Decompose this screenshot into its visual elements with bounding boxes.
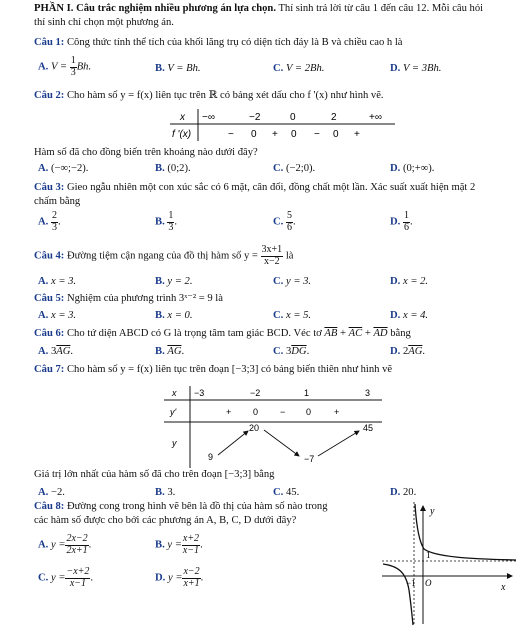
q2-option-d[interactable]: [390, 163, 434, 176]
question-1: [34, 37, 403, 50]
q5-option-d-letter: D.: [390, 310, 401, 321]
vector-ac: $\overline{AC}$: [348, 328, 363, 339]
q6-option-b[interactable]: B. $\overline{AG}$.: [155, 346, 185, 357]
frac-den: x+1: [183, 577, 200, 589]
frac-den: 3: [168, 221, 174, 233]
q1-option-b[interactable]: [155, 63, 201, 76]
question-4-tail: là: [283, 250, 294, 262]
question-2-ask: Hàm số đã cho đồng biến trên khoảng nào dưới đây?: [34, 147, 258, 158]
q7-option-d-letter: D.: [390, 487, 401, 498]
q6-option-a-letter: A.: [38, 346, 49, 357]
question-7-label: Câu 7:: [34, 364, 65, 375]
q2-option-b[interactable]: [155, 163, 191, 176]
q7-option-a[interactable]: [38, 487, 65, 500]
variation-x2: 1: [304, 388, 310, 398]
q7-option-d[interactable]: [390, 487, 416, 500]
question-2-label: Câu 2:: [34, 90, 65, 101]
q5-option-a-letter: A.: [38, 310, 49, 321]
section-instructions-cont: thí sinh chỉ chọn một phương án.: [34, 17, 174, 28]
q2-option-b-letter: B.: [155, 163, 165, 174]
zero-1: 0: [251, 129, 257, 140]
sign-4: +: [354, 129, 360, 140]
q4-option-a[interactable]: [38, 276, 76, 289]
q8-option-c-frac: [65, 567, 90, 589]
question-5-text: Nghiệm của phương trình 3ˣ⁻² = 9 là: [64, 293, 223, 304]
q5-option-a-text: x = 3.: [50, 310, 77, 321]
q7-option-c-letter: C.: [273, 487, 284, 498]
graph-one-label: 1: [426, 550, 431, 560]
q6-option-a-coef: 3: [50, 346, 57, 357]
question-4-label: Câu 4:: [34, 250, 65, 262]
question-4-frac: [261, 245, 284, 267]
q6-option-c[interactable]: C. $3\overline{DG}$.: [273, 346, 310, 357]
q3-option-d-letter: D.: [390, 216, 401, 228]
q5-option-b-text: x = 0.: [167, 310, 193, 321]
vector-ab: $\overline{AB}$: [324, 328, 338, 339]
q2-option-d-text: (0;+∞).: [402, 163, 435, 174]
frac-den: x−2: [264, 255, 280, 267]
q2-option-c-letter: C.: [273, 163, 284, 174]
sign-table-pos-inf: +∞: [369, 112, 382, 123]
q7-option-b-letter: B.: [155, 487, 165, 498]
q2-option-a-text: (−∞;−2).: [50, 163, 89, 174]
sign-table-x3: 2: [331, 112, 337, 123]
question-4: [34, 245, 293, 267]
q3-option-a-frac: [51, 211, 58, 233]
section-header: [34, 3, 514, 16]
q8-option-c-yeq: y =: [50, 572, 66, 584]
q2-option-c[interactable]: [273, 163, 315, 176]
variation-sign-3: +: [334, 407, 340, 417]
question-3: [34, 182, 518, 195]
q7-option-c-text: 45.: [285, 487, 300, 498]
q1-option-a[interactable]: [38, 56, 91, 78]
question-6-tail: bằng: [387, 328, 411, 339]
q8-option-d[interactable]: D. y = $\frac{x-2}{x+1}$ .: [155, 566, 204, 589]
q1-option-d[interactable]: [390, 63, 441, 76]
frac-num: 1: [403, 210, 409, 221]
graph-y-label: y: [430, 506, 435, 517]
q5-option-b[interactable]: [155, 310, 192, 323]
question-8-text: Đường cong trong hình vẽ bên là đồ thị của hàm số nào trong: [64, 501, 328, 512]
question-2-text: Cho hàm số y = f(x) liên tục trên ℝ có bảng xét dấu cho f '(x) như hình vẽ.: [64, 90, 384, 101]
q8-option-b-yeq: y =: [167, 539, 182, 551]
q8-option-d-letter: D.: [155, 572, 166, 584]
question-4-text: Đường tiệm cận ngang của đồ thị hàm số y =: [64, 250, 258, 262]
zero-2: 0: [291, 129, 297, 140]
q5-option-d[interactable]: [390, 310, 428, 323]
variation-y-label: y: [172, 438, 177, 448]
question-8: [34, 501, 374, 514]
q8-option-a-letter: A.: [38, 539, 49, 551]
question-6-label: Câu 6:: [34, 328, 65, 339]
q1-option-c[interactable]: [273, 63, 324, 76]
q1-option-a-frac: [70, 56, 77, 78]
q6-option-a-vector: $\overline{AG}$: [56, 346, 71, 357]
q2-option-d-letter: D.: [390, 163, 401, 174]
sign-table-x1: −2: [249, 112, 261, 123]
q5-option-b-letter: B.: [155, 310, 165, 321]
q4-option-c[interactable]: [273, 276, 311, 289]
q7-option-b[interactable]: [155, 487, 175, 500]
q7-option-d-text: 20.: [402, 487, 417, 498]
q6-option-d-letter: D.: [390, 346, 401, 357]
q7-option-c[interactable]: [273, 487, 299, 500]
q4-option-c-text: y = 3.: [285, 276, 312, 287]
variation-table: [160, 384, 385, 470]
q3-option-b[interactable]: B. $\frac{1}{3}$ .: [155, 210, 178, 233]
frac-num: x−2: [183, 566, 200, 577]
variation-x0: −3: [194, 388, 205, 398]
variation-x-label: x: [172, 388, 177, 398]
q3-option-a[interactable]: A. $\frac{2}{3}$ .: [38, 210, 61, 233]
q1-option-c-text: V = 2Bh.: [285, 63, 325, 74]
variation-arrow-up-1: [218, 431, 248, 455]
sign-table-row-label: f '(x): [172, 129, 192, 140]
q1-option-b-letter: B.: [155, 63, 165, 74]
variation-y-val-1: 20: [249, 423, 260, 433]
q4-option-b-text: y = 2.: [167, 276, 193, 287]
q5-option-a[interactable]: [38, 310, 76, 323]
q2-option-a[interactable]: [38, 163, 88, 176]
q6-option-c-vector: $\overline{DG}$: [291, 346, 307, 357]
q7-option-a-text: −2.: [50, 487, 65, 498]
q2-option-a-letter: A.: [38, 163, 49, 174]
variation-y-val-2: −7: [304, 454, 315, 464]
q1-option-c-letter: C.: [273, 63, 284, 74]
frac-num: 2: [51, 210, 57, 221]
q1-option-d-letter: D.: [390, 63, 401, 74]
sign-3: −: [314, 129, 320, 140]
q5-option-d-text: x = 4.: [402, 310, 429, 321]
frac-num: 1: [70, 55, 76, 66]
variation-yprime-label: y': [170, 407, 177, 417]
question-3-text: Gieo ngẫu nhiên một con xúc sắc có 6 mặt, cân đối, đồng chất một lần. Xác suất xuất hiện mặt 2: [64, 182, 476, 193]
q6-option-d-vector: $\overline{AG}$: [408, 346, 423, 357]
q4-option-c-letter: C.: [273, 276, 284, 287]
q3-option-c-frac: [286, 211, 293, 233]
frac-num: −x+2: [66, 566, 90, 577]
sign-table: [170, 107, 410, 143]
q6-option-b-vector: $\overline{AG}$: [167, 346, 182, 357]
q4-option-b-letter: B.: [155, 276, 165, 287]
q3-option-c-letter: C.: [273, 216, 284, 228]
q6-option-d[interactable]: D. $2\overline{AG}$.: [390, 346, 426, 357]
graph-x-label: x: [501, 582, 506, 593]
q3-option-c[interactable]: C. $\frac{5}{6}$ .: [273, 210, 296, 233]
frac-den: 3: [70, 66, 76, 78]
q4-option-d[interactable]: [390, 276, 428, 289]
sign-table-x2: 0: [290, 112, 296, 123]
q4-option-a-text: x = 3.: [50, 276, 77, 287]
variation-sign-1: +: [226, 407, 232, 417]
variation-x1: −2: [250, 388, 261, 398]
question-3-label: Câu 3:: [34, 182, 65, 193]
frac-den: 6: [403, 221, 409, 233]
sign-table-x: x: [180, 112, 185, 123]
frac-den: x−1: [69, 577, 87, 589]
variation-arrow-up-2: [318, 431, 359, 456]
q5-option-c-letter: C.: [273, 310, 284, 321]
q2-option-c-text: (−2;0).: [285, 163, 316, 174]
q6-option-c-coef: 3: [285, 346, 292, 357]
q8-option-d-yeq: y =: [167, 572, 183, 584]
q6-option-b-letter: B.: [155, 346, 165, 357]
frac-num: 3x+1: [261, 244, 283, 255]
q8-option-a[interactable]: A. y = $\frac{2x-2}{2x+1}$ .: [38, 533, 92, 556]
q3-option-d-frac: [403, 211, 410, 233]
q4-option-d-letter: D.: [390, 276, 401, 287]
sign-table-neg-inf: −∞: [202, 112, 215, 123]
question-8-text-cont: các hàm số được cho bởi các phương án A, B, C, D dưới đây?: [34, 515, 297, 526]
q5-option-c-text: x = 5.: [285, 310, 312, 321]
q3-option-a-letter: A.: [38, 216, 49, 228]
function-graph: [380, 500, 518, 626]
question-5-label: Câu 5:: [34, 293, 65, 304]
q4-option-a-letter: A.: [38, 276, 49, 287]
question-7-text: Cho hàm số y = f(x) liên tục trên đoạn [−3;3] có bảng biến thiên như hình vẽ: [64, 364, 393, 375]
question-6: Câu 6: Cho tứ diện ABCD có G là trọng tâm tam giác BCD. Véc tơ $\overline{AB} + \overline{AC} + \overline{AD}$ bằng: [34, 328, 411, 339]
q3-option-d[interactable]: D. $\frac{1}{6}$ .: [390, 210, 413, 233]
q8-option-b-letter: B.: [155, 539, 165, 551]
q8-option-c[interactable]: C. y = $\frac{-x+2}{x-1}$ .: [38, 566, 94, 589]
q3-option-b-letter: B.: [155, 216, 165, 228]
variation-zero-1: 0: [253, 407, 259, 417]
q3-option-b-frac: [167, 211, 174, 233]
question-6-text: Cho tứ diện ABCD có G là trọng tâm tam giác BCD. Véc tơ: [64, 328, 325, 339]
question-7: [34, 364, 392, 377]
frac-num: 1: [168, 210, 174, 221]
frac-num: x+2: [182, 533, 200, 544]
q7-option-b-text: 3.: [167, 487, 176, 498]
q8-option-a-frac: [65, 534, 88, 556]
q8-option-d-frac: [182, 567, 200, 589]
frac-den: 2x+1: [66, 544, 88, 556]
graph-minus-one-label: −1: [406, 578, 416, 588]
question-3-text-cont: chấm bằng: [34, 196, 81, 207]
frac-num: 2x−2: [66, 533, 88, 544]
q5-option-c[interactable]: [273, 310, 311, 323]
sign-2: +: [272, 129, 278, 140]
q1-option-a-letter: A.: [38, 61, 49, 73]
section-instructions: Thí sinh trả lời từ câu 1 đến câu 12. Mỗi câu hỏi: [275, 3, 484, 14]
variation-zero-2: 0: [306, 407, 312, 417]
q8-option-a-yeq: y =: [50, 539, 66, 551]
q8-option-c-letter: C.: [38, 572, 49, 584]
q1-option-a-pre: V =: [50, 61, 70, 73]
variation-y-val-3: 45: [363, 423, 374, 433]
zero-3: 0: [333, 129, 339, 140]
q2-option-b-text: (0;2).: [167, 163, 191, 174]
q8-option-b[interactable]: B. y = $\frac{x+2}{x-1}$ .: [155, 533, 203, 556]
question-1-label: Câu 1:: [34, 37, 65, 48]
frac-num: 5: [286, 210, 292, 221]
q1-option-a-post: Bh.: [76, 61, 92, 73]
q4-option-d-text: x = 2.: [402, 276, 429, 287]
graph-origin-label: O: [425, 578, 432, 588]
q6-option-c-letter: C.: [273, 346, 284, 357]
q4-option-b[interactable]: [155, 276, 192, 289]
sign-1: −: [228, 129, 234, 140]
section-title: PHẦN I. Câu trắc nghiệm nhiều phương án lựa chọn.: [34, 3, 276, 14]
question-2: [34, 90, 384, 103]
variation-sign-2: −: [280, 407, 286, 417]
variation-arrow-down: [264, 430, 299, 456]
q7-option-a-letter: A.: [38, 487, 49, 498]
q6-option-a[interactable]: A. $3\overline{AG}$.: [38, 346, 74, 357]
q1-option-d-text: V = 3Bh.: [402, 63, 442, 74]
question-7-ask: Giá trị lớn nhất của hàm số đã cho trên đoạn [−3;3] bằng: [34, 469, 275, 480]
question-5: [34, 293, 223, 306]
question-1-text: Công thức tính thể tích của khối lăng trụ có diện tích đáy là B và chiều cao h là: [64, 37, 403, 48]
vector-ad: $\overline{AD}$: [373, 328, 388, 339]
frac-den: x−1: [182, 544, 200, 556]
frac-den: 6: [286, 221, 292, 233]
q8-option-b-frac: [182, 534, 200, 556]
graph-curve-left: [383, 564, 413, 625]
variation-y-val-0: 9: [208, 452, 214, 462]
frac-den: 3: [51, 221, 57, 233]
q6-option-d-coef: 2: [402, 346, 409, 357]
variation-x3: 3: [365, 388, 371, 398]
question-8-label: Câu 8:: [34, 501, 65, 512]
q1-option-b-text: V = Bh.: [167, 63, 201, 74]
